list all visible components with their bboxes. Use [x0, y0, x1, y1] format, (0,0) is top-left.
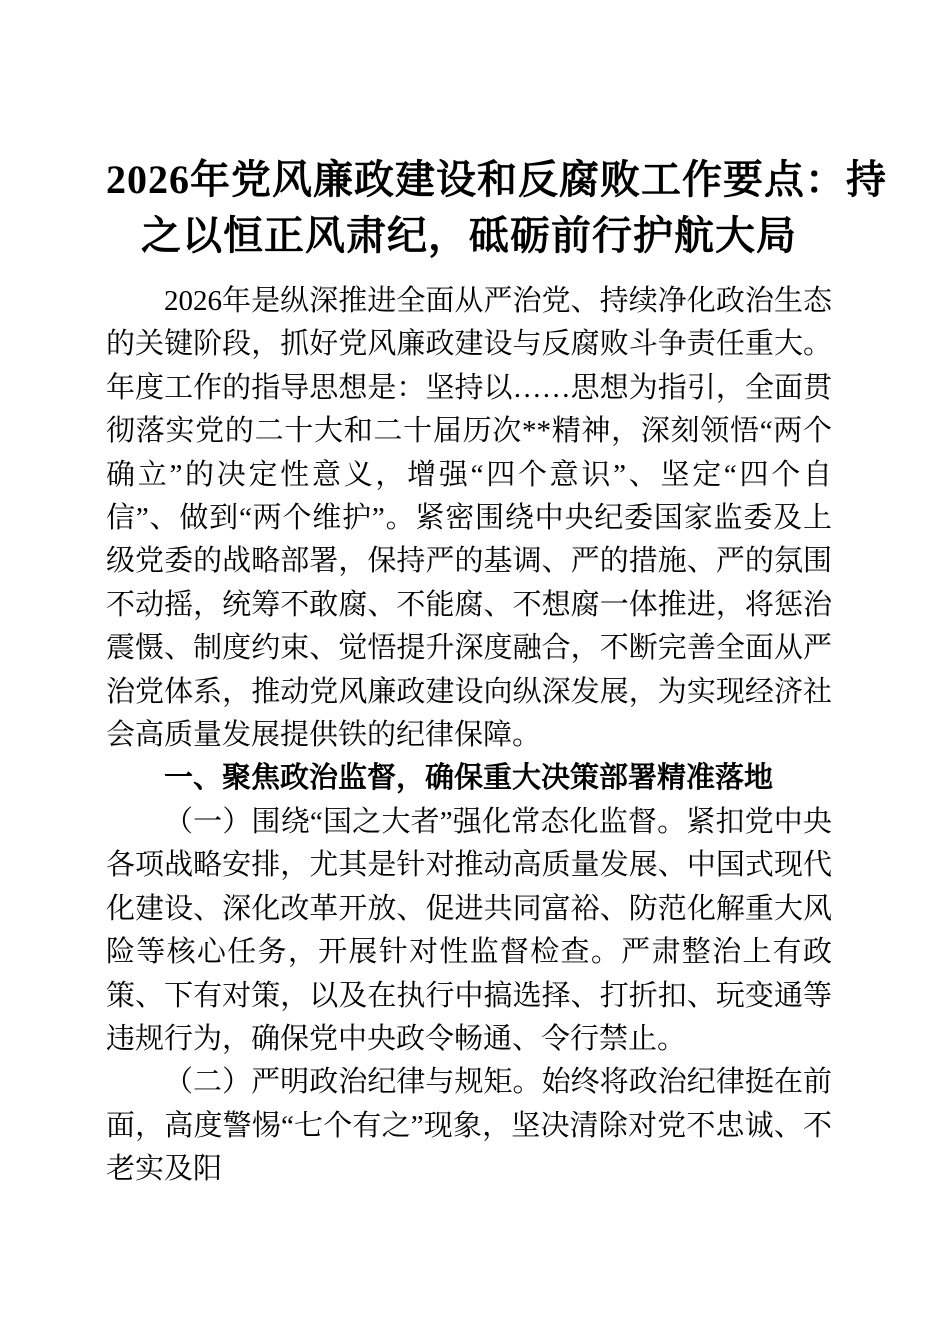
paragraph-item-1: （一）围绕“国之大者”强化常态化监督。紧扣党中央各项战略安排，尤其是针对推动高质量发展、中国式现代化建设、深化改革开放、促进共同富裕、防范化解重大风险等核心任务，开展针对性监督检查。严肃整治上有政策、下有对策，以及在执行中搞选择、打折扣、玩变通等违规行为，确保党中央政令畅通、令行禁止。: [106, 805, 832, 1055]
document-title: [106, 152, 887, 264]
paragraph-introduction: 2026年是纵深推进全面从严治党、持续净化政治生态的关键阶段，抓好党风廉政建设与反腐败斗争责任重大。年度工作的指导思想是：坚持以……思想为指引，全面贯彻落实党的二十大和二十届历次**精神，深刻领悟“两个确立”的决定性意义，增强“四个意识”、坚定“四个自信”、做到“两个维护”。紧密围绕中央纪委国家监委及上级党委的战略部署，保持严的基调、严的措施、严的氛围不动摇，统筹不敢腐、不能腐、不想腐一体推进，将惩治震慑、制度约束、觉悟提升深度融合，不断完善全面从严治党体系，推动党风廉政建设向纵深发展，为实现经济社会高质量发展提供铁的纪律保障。: [106, 285, 832, 752]
document-title-line-1: 2026年党风廉政建设和反腐败工作要点：持: [106, 157, 887, 202]
paragraph-item-2: （二）严明政治纪律与规矩。始终将政治纪律挺在前面，高度警惕“七个有之”现象，坚决清除对党不忠诚、不老实及阳: [106, 1066, 832, 1186]
section-heading-1: 一、聚焦政治监督，确保重大决策部署精准落地: [164, 762, 774, 795]
document-title-line-2: 之以恒正风肃纪，砥砺前行护航大局: [141, 213, 797, 258]
